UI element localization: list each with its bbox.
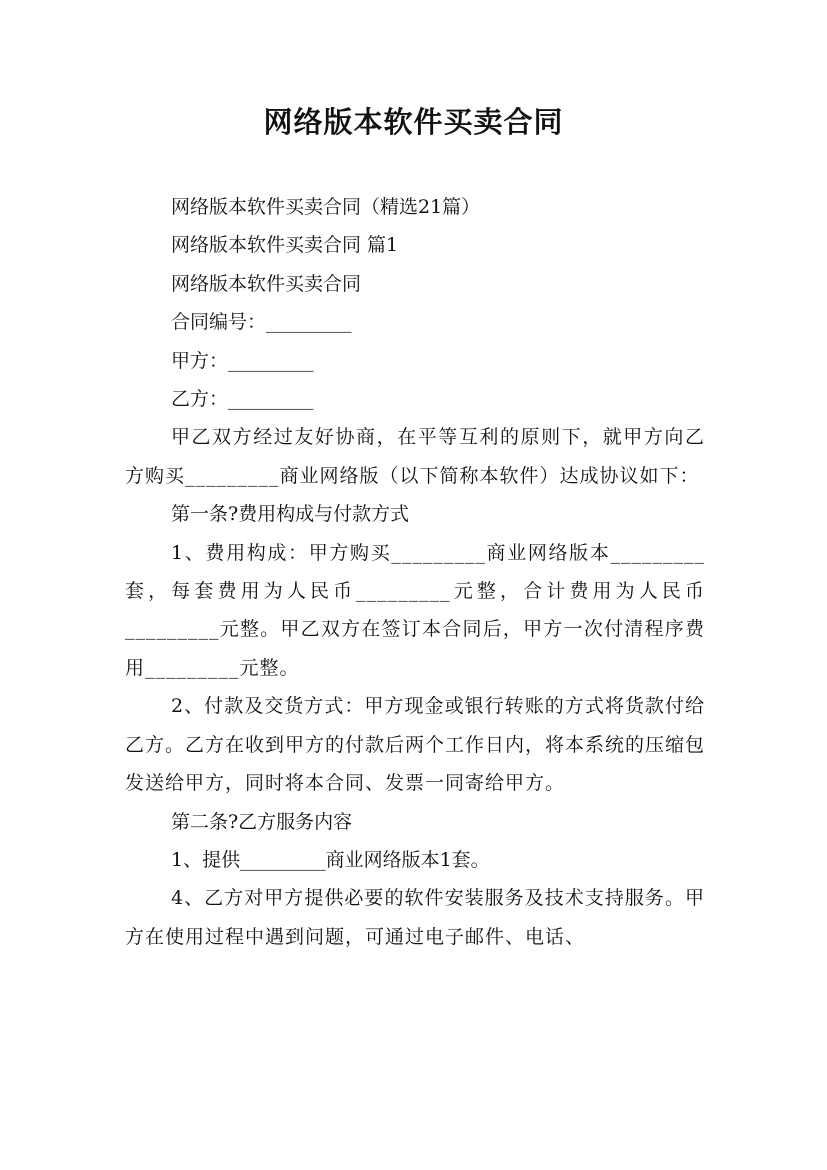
paragraph-article-1-heading: 第一条?费用构成与付款方式 [171,503,410,526]
paragraph-service-item-1: 1、提供_________商业网络版本1套。 [171,848,490,871]
paragraph-fee-composition: 1、费用构成：甲方购买_________商业网络版本_________套，每套费用为人民币_________元整，合计费用为人民币_________元整。甲乙双方在签订本合同后，甲方一次付清程序费用_________元整。 [125,541,705,679]
document-body [125,188,705,956]
paragraph-service-item-4: 4、乙方对甲方提供必要的软件安装服务及技术支持服务。甲方在使用过程中遇到问题，可通过电子邮件、电话、 [125,887,705,948]
paragraph-preamble: 甲乙双方经过友好协商，在平等互利的原则下，就甲方向乙方购买_________商业网络版（以下简称本软件）达成协议如下： [125,426,705,487]
paragraph-contract-number: 合同编号：_________ [171,311,352,334]
document-title: 网络版本软件买卖合同 [263,105,564,139]
paragraph-party-b: 乙方：_________ [171,388,314,411]
paragraph-chapter-heading: 网络版本软件买卖合同 篇1 [171,234,399,257]
paragraph-party-a: 甲方：_________ [171,349,314,372]
paragraph-contract-name: 网络版本软件买卖合同 [171,272,362,295]
paragraph-article-2-heading: 第二条?乙方服务内容 [171,810,353,833]
paragraph-subtitle: 网络版本软件买卖合同（精选21篇） [171,196,481,218]
paragraph-payment-delivery: 2、付款及交货方式：甲方现金或银行转账的方式将货款付给乙方。乙方在收到甲方的付款后两个工作日内，将本系统的压缩包发送给甲方，同时将本合同、发票一同寄给甲方。 [125,695,706,795]
